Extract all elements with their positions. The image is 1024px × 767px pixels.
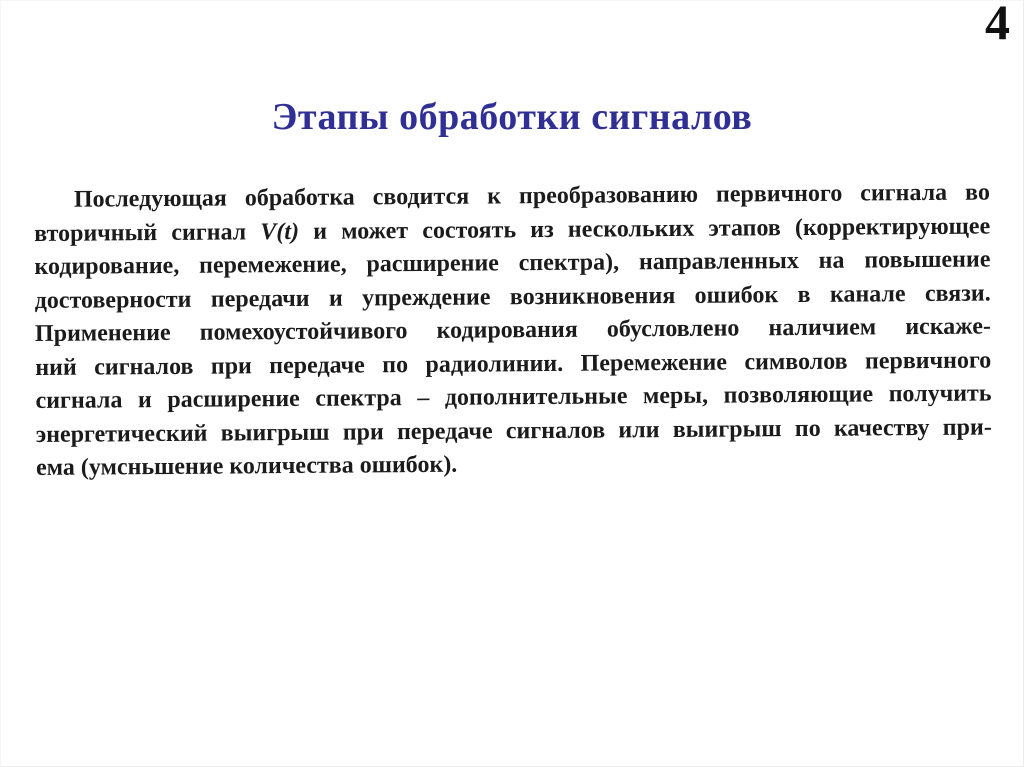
body-paragraph xyxy=(34,176,992,485)
paragraph-line-1: Последующая обработка сводится к преобразованию первичного сигнала во xyxy=(73,179,991,213)
paragraph-line-9: ема (умсньшение количества ошибок). xyxy=(35,451,458,481)
slide-title: Этапы обработки сигналов xyxy=(271,96,753,138)
paragraph-line-5: Применение помехоустойчивого кодирования обусловлено наличием искаже- xyxy=(34,313,992,347)
math-signal-v-of-t: V(t) xyxy=(260,218,300,245)
paragraph-line-3: кодирование, перемежение, расширение спектра), направленных на повышение xyxy=(34,246,991,281)
paragraph-line-7: сигнала и расширение спектра – дополнительные меры, позволяющие получить xyxy=(35,380,992,414)
paragraph-line-4: достоверности передачи и упреждение возникновения ошибок в канале связи. xyxy=(34,279,991,314)
page-number: 4 xyxy=(985,0,1010,50)
paragraph-line-2-post: и может состоять из нескольких этапов (корректирующее xyxy=(298,212,991,245)
paragraph-line-2-pre: вторичный сигнал xyxy=(34,218,261,247)
paragraph-line-8: энергетический выигрыш при передаче сигналов или выигрыш по качеству при- xyxy=(35,413,992,448)
paragraph-line-6: ний сигналов при передаче по радиолинии. Перемежение символов первичного xyxy=(35,346,992,381)
